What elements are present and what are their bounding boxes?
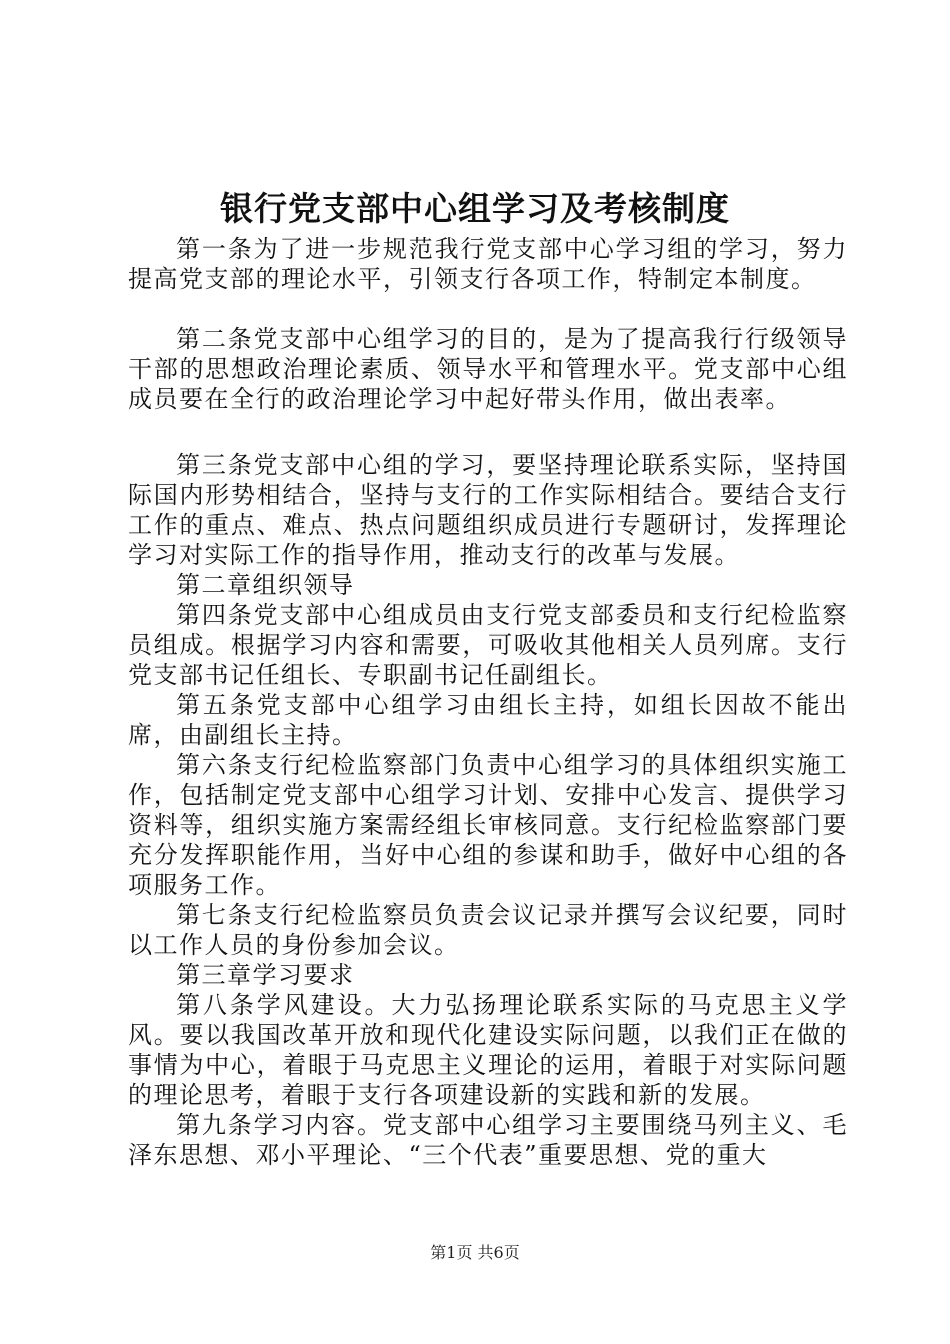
paragraph-article-5: 第五条党支部中心组学习由组长主持，如组长因故不能出席，由副组长主持。 — [128, 691, 848, 749]
document-body — [128, 234, 848, 1170]
paragraph-article-6: 第六条支行纪检监察部门负责中心组学习的具体组织实施工作，包括制定党支部中心组学习计划、安排中心发言、提供学习资料等，组织实施方案需经组长审核同意。支行纪检监察部门要充分发挥职能作用，当好中心组的参谋和助手，做好中心组的各项服务工作。 — [128, 751, 848, 899]
page-number-label: 第1页 共6页 — [430, 1243, 520, 1262]
paragraph-article-7: 第七条支行纪检监察员负责会议记录并撰写会议纪要，同时以工作人员的身份参加会议。 — [128, 901, 848, 959]
chapter-heading-3: 第三章学习要求 — [176, 961, 355, 989]
paragraph-article-3: 第三条党支部中心组的学习，要坚持理论联系实际，坚持国际国内形势相结合，坚持与支行的工作实际相结合。要结合支行工作的重点、难点、热点问题组织成员进行专题研讨，发挥理论学习对实际工作的指导作用，推动支行的改革与发展。 — [128, 451, 848, 569]
chapter-heading-2: 第二章组织领导 — [176, 571, 355, 599]
paragraph-article-2: 第二条党支部中心组学习的目的，是为了提高我行行级领导干部的思想政治理论素质、领导水平和管理水平。党支部中心组成员要在全行的政治理论学习中起好带头作用，做出表率。 — [128, 325, 848, 413]
paragraph-article-9: 第九条学习内容。党支部中心组学习主要围绕马列主义、毛泽东思想、邓小平理论、“三个代表”重要思想、党的重大 — [128, 1111, 848, 1169]
paragraph-article-8: 第八条学风建设。大力弘扬理论联系实际的马克思主义学风。要以我国改革开放和现代化建设实际问题，以我们正在做的事情为中心，着眼于马克思主义理论的运用，着眼于对实际问题的理论思考，着眼于支行各项建设新的实践和新的发展。 — [128, 991, 848, 1109]
document-title: 银行党支部中心组学习及考核制度 — [220, 189, 730, 228]
paragraph-article-1: 第一条为了进一步规范我行党支部中心学习组的学习，努力提高党支部的理论水平，引领支行各项工作，特制定本制度。 — [128, 235, 848, 293]
page-footer — [0, 1243, 950, 1263]
paragraph-article-4: 第四条党支部中心组成员由支行党支部委员和支行纪检监察员组成。根据学习内容和需要，可吸收其他相关人员列席。支行党支部书记任组长、专职副书记任副组长。 — [128, 601, 848, 689]
